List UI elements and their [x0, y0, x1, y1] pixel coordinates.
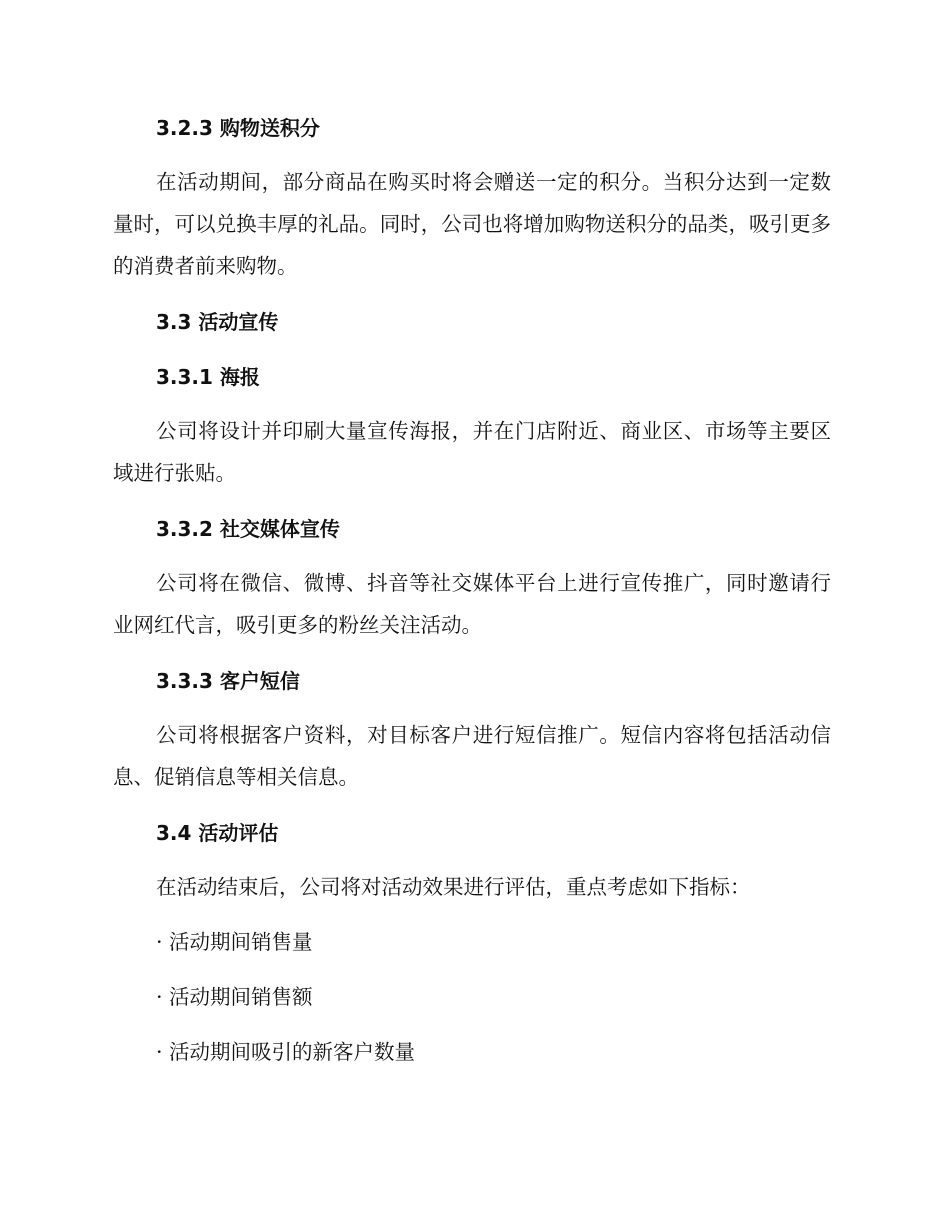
section-body-3-3-2: 公司将在微信、微博、抖音等社交媒体平台上进行宣传推广，同时邀请行业网红代言，吸引更多的粉丝关注活动。 [113, 571, 831, 637]
section-heading-3-3: 3.3 活动宣传 [156, 310, 279, 334]
section-heading-3-3-3: 3.3.3 客户短信 [156, 669, 300, 693]
section-body-3-4: 在活动结束后，公司将对活动效果进行评估，重点考虑如下指标： [156, 875, 751, 899]
section-heading-3-4: 3.4 活动评估 [156, 821, 279, 845]
bullet-item: · 活动期间吸引的新客户数量 [156, 1040, 416, 1064]
bullet-item: · 活动期间销售量 [156, 930, 313, 954]
section-body-3-2-3: 在活动期间，部分商品在购买时将会赠送一定的积分。当积分达到一定数量时，可以兑换丰厚的礼品。同时，公司也将增加购物送积分的品类，吸引更多的消费者前来购物。 [113, 170, 831, 278]
section-heading-3-3-2: 3.3.2 社交媒体宣传 [156, 517, 340, 541]
section-body-3-3-1: 公司将设计并印刷大量宣传海报，并在门店附近、商业区、市场等主要区域进行张贴。 [113, 419, 831, 485]
section-body-3-3-3: 公司将根据客户资料，对目标客户进行短信推广。短信内容将包括活动信息、促销信息等相关信息。 [113, 723, 831, 789]
section-heading-3-2-3: 3.2.3 购物送积分 [156, 116, 320, 140]
bullet-item: · 活动期间销售额 [156, 985, 313, 1009]
section-heading-3-3-1: 3.3.1 海报 [156, 365, 260, 389]
